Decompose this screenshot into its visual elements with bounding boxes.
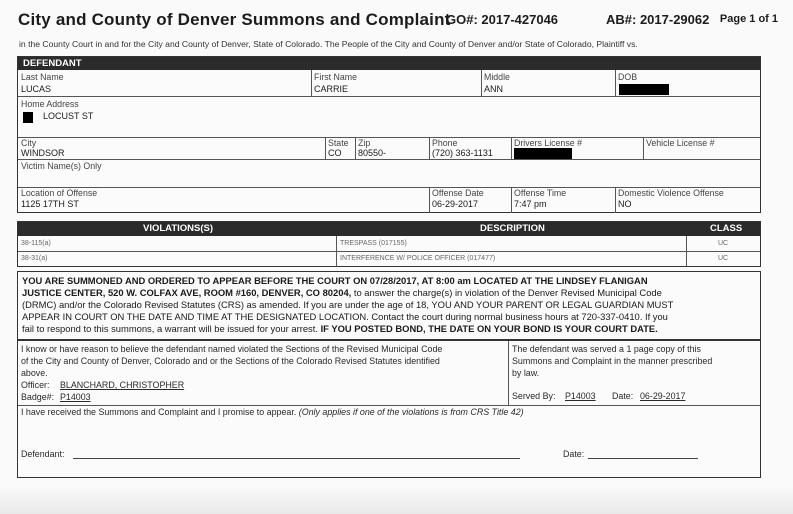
first-name-label: First Name xyxy=(314,72,358,82)
violation-code-2: 38-31(a) xyxy=(21,255,48,262)
summons-line-3: (DRMC) and/or the Colorado Revised Statutes (CRS) as amended. If you are under the age of 18, YOU AND YOUR PARENT OR LEGAL GUARDIAN MUST xyxy=(22,298,674,310)
drivers-license-redaction xyxy=(514,148,572,159)
defendant-signature-line xyxy=(73,458,520,459)
officer-label: Officer: xyxy=(21,380,50,390)
location-label: Location of Offense xyxy=(21,188,98,198)
state-label: State xyxy=(328,138,349,148)
summons-line-2 xyxy=(22,287,756,299)
served-date-label: Date: xyxy=(612,391,634,401)
zip-value: 80550- xyxy=(358,148,387,158)
drivers-license-label: Drivers License # xyxy=(514,138,582,148)
defendant-signature-label: Defendant: xyxy=(21,449,65,459)
summons-line-4: APPEAR IN COURT ON THE DATE AND TIME AT THE DESIGNATED LOCATION. Contact the court during normal business hours at 720-337-0410. If you xyxy=(22,310,668,322)
summons-text xyxy=(22,275,756,335)
warrant-warning: fail to respond to this summons, a warrant will be issued for your arrest. xyxy=(22,322,318,334)
defendant-section xyxy=(17,56,761,213)
violations-header-bar xyxy=(18,222,760,236)
officer-statement-line-2: of the City and County of Denver, Colorado and or the Sections of the Colorado Revised Statutes identified xyxy=(21,356,440,366)
address-number-redaction xyxy=(23,112,33,123)
phone-label: Phone xyxy=(432,138,458,148)
middle-name-label: Middle xyxy=(484,72,510,82)
city-label: City xyxy=(21,138,37,148)
last-name-label: Last Name xyxy=(21,72,64,82)
badge-label: Badge#: xyxy=(21,392,55,402)
phone-value: (720) 363-1131 xyxy=(432,148,493,158)
offense-date-label: Offense Date xyxy=(432,188,484,198)
violation-class-1: UC xyxy=(718,240,729,247)
page-number: Page 1 of 1 xyxy=(719,13,778,25)
intro-text: in the County Court in and for the City and County of Denver, State of Colorado. The People of the City and County of Denver and/or State of Colorado, Plaintiff vs. xyxy=(19,39,638,49)
officer-statement-line-3: above. xyxy=(21,368,48,378)
summons-line-5 xyxy=(22,323,756,335)
acknowledgement-text xyxy=(21,406,524,418)
acknowledgement-date-label: Date: xyxy=(563,449,585,459)
bond-notice: IF YOU POSTED BOND, THE DATE ON YOUR BOND IS YOUR COURT DATE. xyxy=(317,322,658,334)
served-statement-line-3: by law. xyxy=(512,368,540,378)
middle-name-value: ANN xyxy=(484,84,504,94)
dob-label: DOB xyxy=(618,72,638,82)
defendant-header-bar xyxy=(18,57,760,70)
offense-date-value: 06-29-2017 xyxy=(432,199,479,209)
violation-description-2: INTERFERENCE W/ POLICE OFFICER (017477) xyxy=(340,255,496,262)
victim-names-label: Victim Name(s) Only xyxy=(21,161,102,171)
domestic-violence-value: NO xyxy=(618,199,632,209)
vehicle-license-label: Vehicle License # xyxy=(646,138,715,148)
ab-number: AB#: 2017-29062 xyxy=(606,12,710,27)
officer-section xyxy=(17,340,761,478)
home-address-label: Home Address xyxy=(21,99,79,109)
officer-statement-line-1: I know or have reason to believe the defendant named violated the Sections of the Revised Municipal Code xyxy=(21,344,443,354)
acknowledgement-note: (Only applies if one of the violations is from CRS Title 42) xyxy=(298,407,524,417)
class-column-header: CLASS xyxy=(710,223,743,234)
violations-column-header: VIOLATIONS(S) xyxy=(143,223,214,234)
go-number: GO#: 2017-427046 xyxy=(446,12,559,27)
description-column-header: DESCRIPTION xyxy=(480,223,545,234)
first-name-value: CARRIE xyxy=(314,84,349,94)
page-shadow xyxy=(0,486,793,514)
served-statement-line-2: Summons and Complaint in the manner prescribed xyxy=(512,356,713,366)
summons-line-1: YOU ARE SUMMONED AND ORDERED TO APPEAR BEFORE THE COURT ON 07/28/2017, AT 8:00 am LOCATED AT THE LINDSEY FLANIGAN xyxy=(22,275,648,286)
court-address: JUSTICE CENTER, 520 W. COLFAX AVE, ROOM #160, DENVER, CO 80204, xyxy=(22,286,352,298)
dob-redaction xyxy=(619,84,669,95)
offense-time-label: Offense Time xyxy=(514,188,567,198)
acknowledgement-statement: I have received the Summons and Complaint and I promise to appear. xyxy=(21,407,297,417)
defendant-heading: DEFENDANT xyxy=(23,58,82,69)
location-value: 1125 17TH ST xyxy=(21,199,79,209)
served-by-label: Served By: xyxy=(512,391,556,401)
badge-number: P14003 xyxy=(60,392,91,402)
zip-label: Zip xyxy=(358,138,371,148)
domestic-violence-label: Domestic Violence Offense xyxy=(618,188,724,198)
document-header xyxy=(18,10,778,32)
violation-class-2: UC xyxy=(718,255,729,262)
home-address-value: LOCUST ST xyxy=(43,111,94,121)
served-statement-line-1: The defendant was served a 1 page copy of this xyxy=(512,344,701,354)
served-date-value: 06-29-2017 xyxy=(640,391,686,401)
violation-description-1: TRESPASS (017155) xyxy=(340,240,407,247)
acknowledgement-date-line xyxy=(588,458,698,459)
summons-section xyxy=(17,271,761,340)
state-value: CO xyxy=(328,148,342,158)
document-title: City and County of Denver Summons and Complaint xyxy=(18,10,451,29)
offense-time-value: 7:47 pm xyxy=(514,199,547,209)
violation-code-1: 38-115(a) xyxy=(21,240,51,247)
last-name-value: LUCAS xyxy=(21,84,52,94)
city-value: WINDSOR xyxy=(21,148,65,158)
served-by-value: P14003 xyxy=(565,391,596,401)
violations-section xyxy=(17,221,761,267)
summons-line-2-rest: to answer the charge(s) in violation of the Denver Revised Municipal Code xyxy=(351,286,662,298)
officer-name: BLANCHARD, CHRISTOPHER xyxy=(60,380,185,390)
